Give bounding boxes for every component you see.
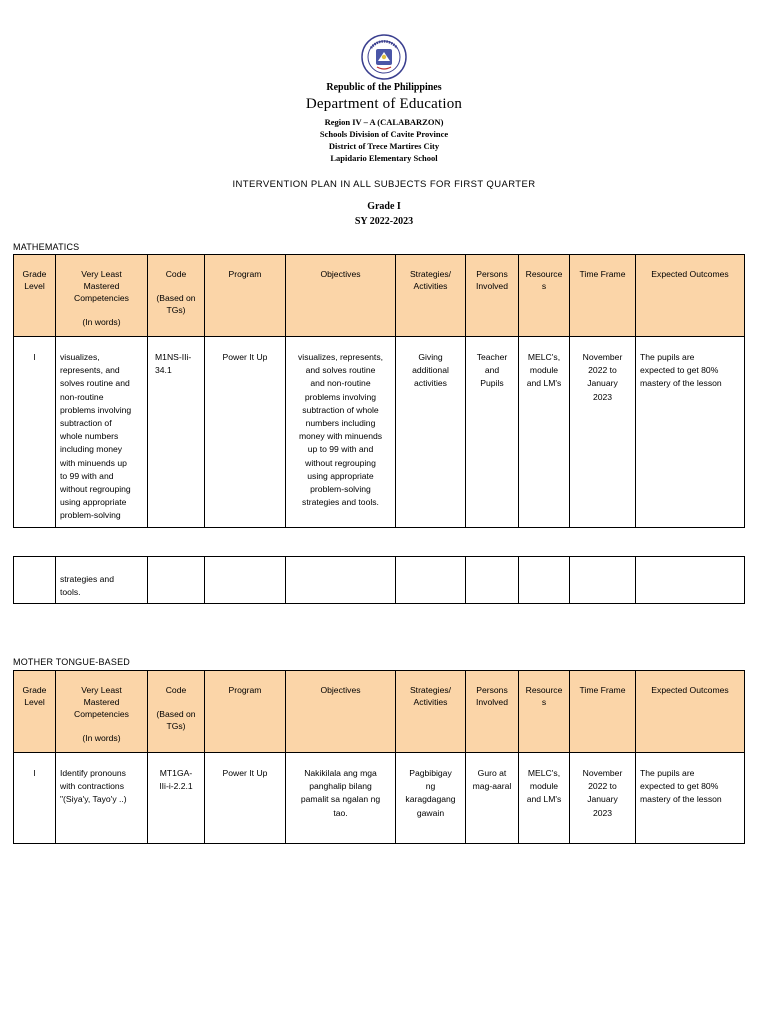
cell-line: problem-solving bbox=[60, 510, 121, 521]
header-time-frame bbox=[570, 255, 636, 337]
cell-line: subtraction of bbox=[60, 418, 112, 429]
cell-line: Persons bbox=[476, 269, 508, 279]
cell-line: Program bbox=[228, 269, 262, 279]
cell-line: Pupils bbox=[480, 378, 504, 389]
cell-line: Guro at bbox=[477, 768, 507, 778]
persons-cell bbox=[466, 753, 519, 844]
header-objectives bbox=[286, 255, 396, 337]
cell-line bbox=[148, 696, 204, 708]
cell-line: Very Least bbox=[81, 685, 122, 695]
cell-line: subtraction of whole bbox=[302, 404, 379, 415]
cell-line bbox=[56, 304, 147, 316]
cell-line: Strategies/ bbox=[409, 685, 452, 695]
header-time-frame bbox=[570, 671, 636, 753]
cell-line: Level bbox=[24, 281, 45, 291]
table-row bbox=[14, 753, 745, 844]
cell-line: Involved bbox=[475, 281, 508, 291]
cell-line: IIi-i-2.2.1 bbox=[159, 781, 193, 792]
cell-line: The pupils are bbox=[640, 768, 695, 778]
cell-line: Identify pronouns bbox=[60, 768, 126, 778]
cell-line: problems involving bbox=[60, 404, 132, 415]
header-code bbox=[148, 671, 205, 753]
empty-cell bbox=[519, 557, 570, 604]
cell-line: Involved bbox=[475, 697, 508, 707]
cell-line: Very Least bbox=[81, 269, 122, 279]
table-header-row bbox=[14, 255, 745, 337]
cell-line: represents, and bbox=[60, 365, 120, 376]
cell-line: Giving bbox=[418, 352, 443, 362]
cell-line: November bbox=[582, 768, 623, 778]
cell-line: (Based on bbox=[156, 293, 196, 303]
header-resources bbox=[519, 255, 570, 337]
cell-line: money with minuends bbox=[298, 431, 383, 442]
outcomes-cell bbox=[636, 337, 745, 528]
division-heading: Schools Division of Cavite Province bbox=[319, 129, 449, 139]
cell-line: January bbox=[587, 794, 618, 805]
cell-line: Activities bbox=[413, 697, 448, 707]
district-heading: District of Trece Martires City bbox=[328, 141, 440, 151]
cell-line: karagdagang bbox=[405, 794, 456, 805]
code-cell bbox=[148, 753, 205, 844]
header-strategies bbox=[396, 671, 466, 753]
cell-line: Objectives bbox=[320, 685, 361, 695]
cell-line: Expected Outcomes bbox=[651, 685, 729, 695]
grade-cell: I bbox=[14, 337, 56, 528]
cell-line: 34.1 bbox=[155, 365, 172, 376]
strategies-cell bbox=[396, 753, 466, 844]
cell-line: without regrouping bbox=[60, 484, 131, 495]
math-continuation-table bbox=[13, 556, 745, 604]
cell-line: MELC's, bbox=[527, 768, 561, 778]
cell-line: Objectives bbox=[320, 269, 361, 279]
header-persons bbox=[466, 671, 519, 753]
competency-continuation-cell bbox=[56, 557, 148, 604]
cell-line: s bbox=[541, 697, 547, 707]
empty-cell bbox=[396, 557, 466, 604]
cell-line: module bbox=[529, 365, 559, 376]
region-heading: Region IV – A (CALABARZON) bbox=[324, 117, 444, 127]
cell-line: November bbox=[582, 352, 623, 362]
program-cell: Power It Up bbox=[205, 337, 286, 528]
cell-line: TGs) bbox=[166, 305, 186, 315]
school-heading: Lapidario Elementary School bbox=[330, 153, 438, 163]
cell-line: to 99 with and bbox=[60, 470, 114, 481]
cell-line: Mastered bbox=[83, 697, 120, 707]
cell-line: and solves routine bbox=[305, 365, 376, 376]
cell-line: visualizes, bbox=[60, 352, 100, 362]
empty-cell bbox=[466, 557, 519, 604]
cell-line: Pagbibigay bbox=[409, 768, 452, 778]
cell-line: panghalip bilang bbox=[309, 781, 372, 792]
resources-cell bbox=[519, 753, 570, 844]
cell-line: Time Frame bbox=[579, 269, 626, 279]
cell-line: problems involving bbox=[304, 391, 377, 402]
competency-cell bbox=[56, 753, 148, 844]
header-outcomes bbox=[636, 671, 745, 753]
empty-cell bbox=[636, 557, 745, 604]
header-resources bbox=[519, 671, 570, 753]
header-code bbox=[148, 255, 205, 337]
objectives-cell bbox=[286, 753, 396, 844]
strategies-cell bbox=[396, 337, 466, 528]
cell-line: Competencies bbox=[74, 709, 129, 719]
cell-line: mag-aaral bbox=[472, 781, 512, 792]
cell-line: solves routine and bbox=[60, 378, 130, 389]
cell-line: whole numbers bbox=[60, 431, 119, 442]
header-program bbox=[205, 671, 286, 753]
header-objectives bbox=[286, 671, 396, 753]
cell-line: 2022 to bbox=[588, 365, 617, 376]
cell-line: Grade bbox=[22, 269, 47, 279]
cell-line: Code bbox=[165, 269, 187, 279]
cell-line: numbers including bbox=[305, 418, 376, 429]
cell-line: Time Frame bbox=[579, 685, 626, 695]
cell-line: MT1GA- bbox=[159, 768, 193, 778]
cell-line: and bbox=[484, 365, 500, 376]
cell-line: Grade bbox=[22, 685, 47, 695]
header-competencies bbox=[56, 255, 148, 337]
empty-cell bbox=[205, 557, 286, 604]
cell-line: tools. bbox=[60, 587, 81, 598]
cell-line: strategies and tools. bbox=[302, 497, 379, 508]
cell-line: Mastered bbox=[83, 281, 120, 291]
header-strategies bbox=[396, 255, 466, 337]
time-frame-cell bbox=[570, 337, 636, 528]
cell-line: Competencies bbox=[74, 293, 129, 303]
program-cell: Power It Up bbox=[205, 753, 286, 844]
cell-line: strategies and bbox=[60, 574, 114, 584]
cell-line: Expected Outcomes bbox=[651, 269, 729, 279]
deped-seal-logo bbox=[361, 34, 407, 80]
cell-line: ng bbox=[425, 781, 436, 792]
header-persons bbox=[466, 255, 519, 337]
cell-line bbox=[56, 720, 147, 732]
header-grade-level bbox=[14, 671, 56, 753]
cell-line: (Based on bbox=[156, 709, 196, 719]
header-grade-level bbox=[14, 255, 56, 337]
header-outcomes bbox=[636, 255, 745, 337]
empty-cell bbox=[14, 557, 56, 604]
cell-line: Level bbox=[24, 697, 45, 707]
cell-line: tao. bbox=[333, 807, 348, 818]
cell-line: (In words) bbox=[82, 733, 121, 743]
cell-line: module bbox=[529, 781, 559, 792]
cell-line: including money bbox=[60, 444, 123, 455]
cell-line: s bbox=[541, 281, 547, 291]
code-cell bbox=[148, 337, 205, 528]
empty-cell bbox=[148, 557, 205, 604]
empty-cell bbox=[570, 557, 636, 604]
cell-line: Resource bbox=[525, 269, 563, 279]
math-section-label: MATHEMATICS bbox=[13, 242, 80, 252]
cell-line: activities bbox=[414, 378, 447, 389]
cell-line: Persons bbox=[476, 685, 508, 695]
cell-line: MELC's, bbox=[527, 352, 561, 362]
objectives-cell bbox=[286, 337, 396, 528]
empty-cell bbox=[286, 557, 396, 604]
cell-line: Program bbox=[228, 685, 262, 695]
cell-line: pamalit sa ngalan ng bbox=[300, 794, 381, 805]
time-frame-cell bbox=[570, 753, 636, 844]
cell-line: using appropriate bbox=[307, 470, 374, 481]
cell-line: Strategies/ bbox=[409, 269, 452, 279]
resources-cell bbox=[519, 337, 570, 528]
cell-line: M1NS-IIi- bbox=[155, 352, 192, 362]
table-row bbox=[14, 337, 745, 528]
cell-line: up to 99 with and bbox=[307, 444, 374, 455]
header-competencies bbox=[56, 671, 148, 753]
cell-line: with contractions bbox=[60, 781, 125, 792]
cell-line: expected to get 80% bbox=[640, 365, 719, 376]
cell-line bbox=[148, 280, 204, 292]
plan-title: INTERVENTION PLAN IN ALL SUBJECTS FOR FIRST QUARTER bbox=[232, 179, 536, 190]
cell-line: visualizes, represents, bbox=[297, 352, 384, 362]
competency-cell bbox=[56, 337, 148, 528]
cell-line: Teacher bbox=[476, 352, 508, 362]
cell-line: Nakikilala ang mga bbox=[304, 768, 377, 778]
cell-line: "(Siya'y, Tayo'y ..) bbox=[60, 794, 127, 805]
outcomes-cell bbox=[636, 753, 745, 844]
cell-line: and non-routine bbox=[310, 378, 371, 389]
grade-heading: Grade I bbox=[367, 201, 401, 212]
cell-line: 2023 bbox=[592, 807, 613, 818]
cell-line: mastery of the lesson bbox=[640, 378, 722, 389]
cell-line: Activities bbox=[413, 281, 448, 291]
mtb-section-label: MOTHER TONGUE-BASED bbox=[13, 657, 130, 667]
cell-line: January bbox=[587, 378, 618, 389]
cell-line: additional bbox=[412, 365, 449, 376]
republic-heading: Republic of the Philippines bbox=[326, 82, 442, 93]
cell-line: using appropriate bbox=[60, 497, 127, 508]
cell-line: The pupils are bbox=[640, 352, 695, 362]
cell-line: TGs) bbox=[166, 721, 186, 731]
cell-line: and LM's bbox=[526, 794, 562, 805]
cell-line: Code bbox=[165, 685, 187, 695]
math-plan-table bbox=[13, 254, 745, 528]
table-header-row bbox=[14, 671, 745, 753]
cell-line: without regrouping bbox=[305, 457, 376, 468]
grade-cell: I bbox=[14, 753, 56, 844]
header-program bbox=[205, 255, 286, 337]
cell-line: problem-solving bbox=[310, 484, 371, 495]
cell-line: and LM's bbox=[526, 378, 562, 389]
cell-line: mastery of the lesson bbox=[640, 794, 722, 805]
department-heading: Department of Education bbox=[305, 96, 463, 112]
mtb-plan-table bbox=[13, 670, 745, 844]
persons-cell bbox=[466, 337, 519, 528]
cell-line: (In words) bbox=[82, 317, 121, 327]
cell-line: non-routine bbox=[60, 391, 104, 402]
school-year-heading: SY 2022-2023 bbox=[354, 216, 414, 227]
table-row bbox=[14, 557, 745, 604]
cell-line: gawain bbox=[416, 807, 445, 818]
cell-line: expected to get 80% bbox=[640, 781, 719, 792]
cell-line: with minuends up bbox=[60, 457, 127, 468]
cell-line: Resource bbox=[525, 685, 563, 695]
cell-line: 2023 bbox=[592, 391, 613, 402]
cell-line: 2022 to bbox=[588, 781, 617, 792]
